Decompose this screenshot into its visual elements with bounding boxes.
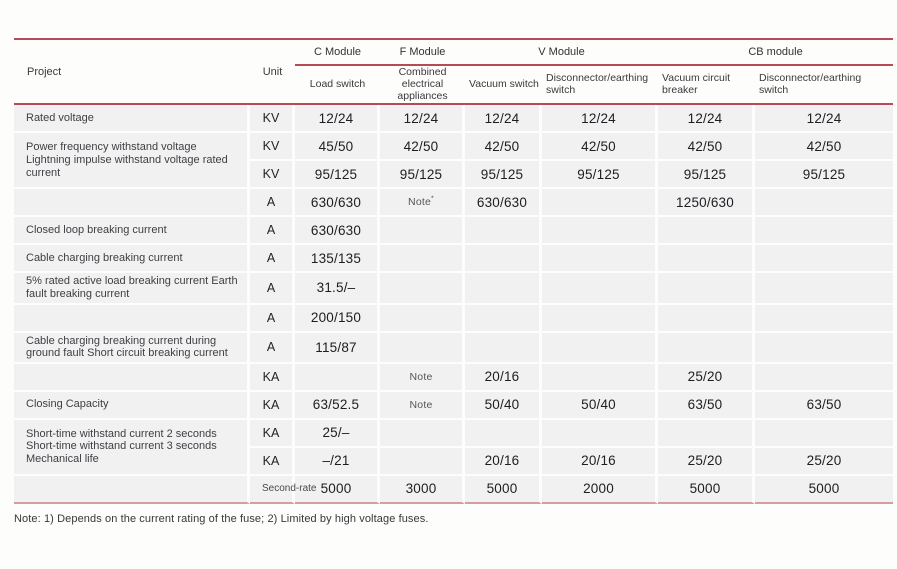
table-row	[14, 420, 893, 448]
value-cell	[755, 333, 893, 364]
value-cell	[542, 273, 658, 304]
value-cell: 630/630	[465, 189, 542, 217]
value-cell: 50/40	[542, 392, 658, 420]
unit-cell: KV	[250, 105, 295, 133]
value-cell	[380, 217, 465, 245]
value-cell: 2000	[542, 476, 658, 504]
table-row	[14, 217, 893, 245]
value-cell: 63/50	[755, 392, 893, 420]
unit-cell: KV	[250, 133, 295, 161]
value-cell	[542, 245, 658, 273]
value-cell: 20/16	[465, 364, 542, 392]
value-cell: 95/125	[295, 161, 380, 189]
unit-cell: KA	[250, 392, 295, 420]
value-cell	[380, 420, 465, 448]
unit-cell: Second-rate	[250, 476, 295, 504]
value-cell: 42/50	[658, 133, 755, 161]
value-cell	[465, 420, 542, 448]
value-cell	[542, 364, 658, 392]
value-cell: 95/125	[380, 161, 465, 189]
value-cell	[658, 245, 755, 273]
value-cell	[380, 245, 465, 273]
value-cell: 5000	[465, 476, 542, 504]
unit-cell: A	[250, 333, 295, 364]
project-cell: 5% rated active load breaking current Earth fault breaking current	[14, 273, 250, 304]
module-header-cb-module: CB module	[658, 38, 893, 66]
value-cell: 63/50	[658, 392, 755, 420]
table-header	[14, 38, 893, 105]
value-cell: 95/125	[542, 161, 658, 189]
value-cell: 42/50	[542, 133, 658, 161]
project-cell: Closed loop breaking current	[14, 217, 250, 245]
value-cell	[542, 333, 658, 364]
value-cell	[465, 217, 542, 245]
unit-cell: A	[250, 189, 295, 217]
col-header-unit: Unit	[250, 38, 295, 105]
unit-cell: KA	[250, 448, 295, 476]
value-cell	[380, 273, 465, 304]
module-header-v-module: V Module	[465, 38, 658, 66]
module-header-row	[14, 38, 893, 66]
value-cell: 115/87	[295, 333, 380, 364]
value-cell: Note	[380, 364, 465, 392]
value-cell: 12/24	[542, 105, 658, 133]
value-cell: 12/24	[380, 105, 465, 133]
subcol-header-vacuum-switch: Vacuum switch	[465, 66, 542, 105]
value-cell: –/21	[295, 448, 380, 476]
unit-cell: KV	[250, 161, 295, 189]
value-cell	[542, 420, 658, 448]
table-row	[14, 364, 893, 392]
table-row	[14, 476, 893, 504]
value-cell	[658, 420, 755, 448]
value-cell	[755, 273, 893, 304]
module-header-f-module: F Module	[380, 38, 465, 66]
table-body	[14, 105, 893, 504]
module-header-c-module: C Module	[295, 38, 380, 66]
subcol-header-disconnector-earthing-switch: Disconnector/earthing switch	[542, 66, 658, 105]
value-cell	[658, 333, 755, 364]
project-cell	[14, 189, 250, 217]
table-row	[14, 392, 893, 420]
value-cell	[380, 305, 465, 333]
value-cell	[542, 189, 658, 217]
value-cell	[658, 305, 755, 333]
value-cell: 50/40	[465, 392, 542, 420]
project-cell: Power frequency withstand voltage Lightning impulse withstand voltage rated current	[14, 133, 250, 189]
value-cell	[755, 217, 893, 245]
project-cell: Closing Capacity	[14, 392, 250, 420]
footnote: Note: 1) Depends on the current rating of the fuse; 2) Limited by high voltage fuses.	[14, 512, 429, 525]
value-cell: 25/20	[658, 364, 755, 392]
unit-cell: KA	[250, 420, 295, 448]
unit-cell: A	[250, 273, 295, 304]
value-cell: 63/52.5	[295, 392, 380, 420]
value-cell: 630/630	[295, 217, 380, 245]
table-row	[14, 305, 893, 333]
project-cell: Cable charging breaking current during ground fault Short circuit breaking current	[14, 333, 250, 364]
value-cell: Note*	[380, 189, 465, 217]
table-row	[14, 245, 893, 273]
value-cell: 95/125	[658, 161, 755, 189]
value-cell: 95/125	[465, 161, 542, 189]
value-cell	[542, 305, 658, 333]
value-cell: 25/–	[295, 420, 380, 448]
table-row	[14, 105, 893, 133]
value-cell: 3000	[380, 476, 465, 504]
value-cell: 5000	[658, 476, 755, 504]
value-cell: 31.5/–	[295, 273, 380, 304]
value-cell	[465, 245, 542, 273]
value-cell: 5000	[755, 476, 893, 504]
value-cell: 25/20	[755, 448, 893, 476]
subcol-header-combined-electrical-appliances: Combined electrical appliances	[380, 66, 465, 105]
value-cell: 12/24	[295, 105, 380, 133]
value-cell: 42/50	[755, 133, 893, 161]
project-cell: Rated voltage	[14, 105, 250, 133]
value-cell: 25/20	[658, 448, 755, 476]
col-header-project: Project	[14, 38, 250, 105]
table-row	[14, 273, 893, 304]
value-cell: 45/50	[295, 133, 380, 161]
subcol-header-disconnector-earthing-switch: Disconnector/earthing switch	[755, 66, 893, 105]
value-cell	[755, 305, 893, 333]
project-cell: Short-time withstand current 2 seconds Short-time withstand current 3 seconds Mechanical life	[14, 420, 250, 476]
value-cell	[658, 273, 755, 304]
value-cell	[380, 333, 465, 364]
value-cell: 42/50	[380, 133, 465, 161]
value-cell	[465, 305, 542, 333]
value-cell: 630/630	[295, 189, 380, 217]
value-cell	[755, 189, 893, 217]
unit-cell: A	[250, 245, 295, 273]
unit-cell: KA	[250, 364, 295, 392]
value-cell	[755, 245, 893, 273]
note-reference-mark: *	[431, 195, 434, 203]
value-cell	[380, 448, 465, 476]
value-cell	[658, 217, 755, 245]
value-cell: 42/50	[465, 133, 542, 161]
value-cell	[295, 364, 380, 392]
project-cell	[14, 305, 250, 333]
spec-table	[14, 38, 893, 504]
value-cell: 20/16	[465, 448, 542, 476]
value-cell: 12/24	[755, 105, 893, 133]
value-cell	[465, 273, 542, 304]
value-cell: 12/24	[658, 105, 755, 133]
project-cell: Cable charging breaking current	[14, 245, 250, 273]
value-cell	[755, 420, 893, 448]
value-cell: 12/24	[465, 105, 542, 133]
subcol-header-load-switch: Load switch	[295, 66, 380, 105]
value-cell	[755, 364, 893, 392]
value-cell	[542, 217, 658, 245]
unit-cell: A	[250, 305, 295, 333]
table-row	[14, 133, 893, 161]
project-cell	[14, 364, 250, 392]
project-cell	[14, 476, 250, 504]
value-cell: 1250/630	[658, 189, 755, 217]
value-cell: Note	[380, 392, 465, 420]
table-row	[14, 189, 893, 217]
unit-cell: A	[250, 217, 295, 245]
value-cell: 135/135	[295, 245, 380, 273]
table-row	[14, 333, 893, 364]
value-cell: 95/125	[755, 161, 893, 189]
subcol-header-vacuum-circuit-breaker: Vacuum circuit breaker	[658, 66, 755, 105]
value-cell: 5000	[295, 476, 380, 504]
value-cell	[465, 333, 542, 364]
value-cell: 200/150	[295, 305, 380, 333]
value-cell: 20/16	[542, 448, 658, 476]
